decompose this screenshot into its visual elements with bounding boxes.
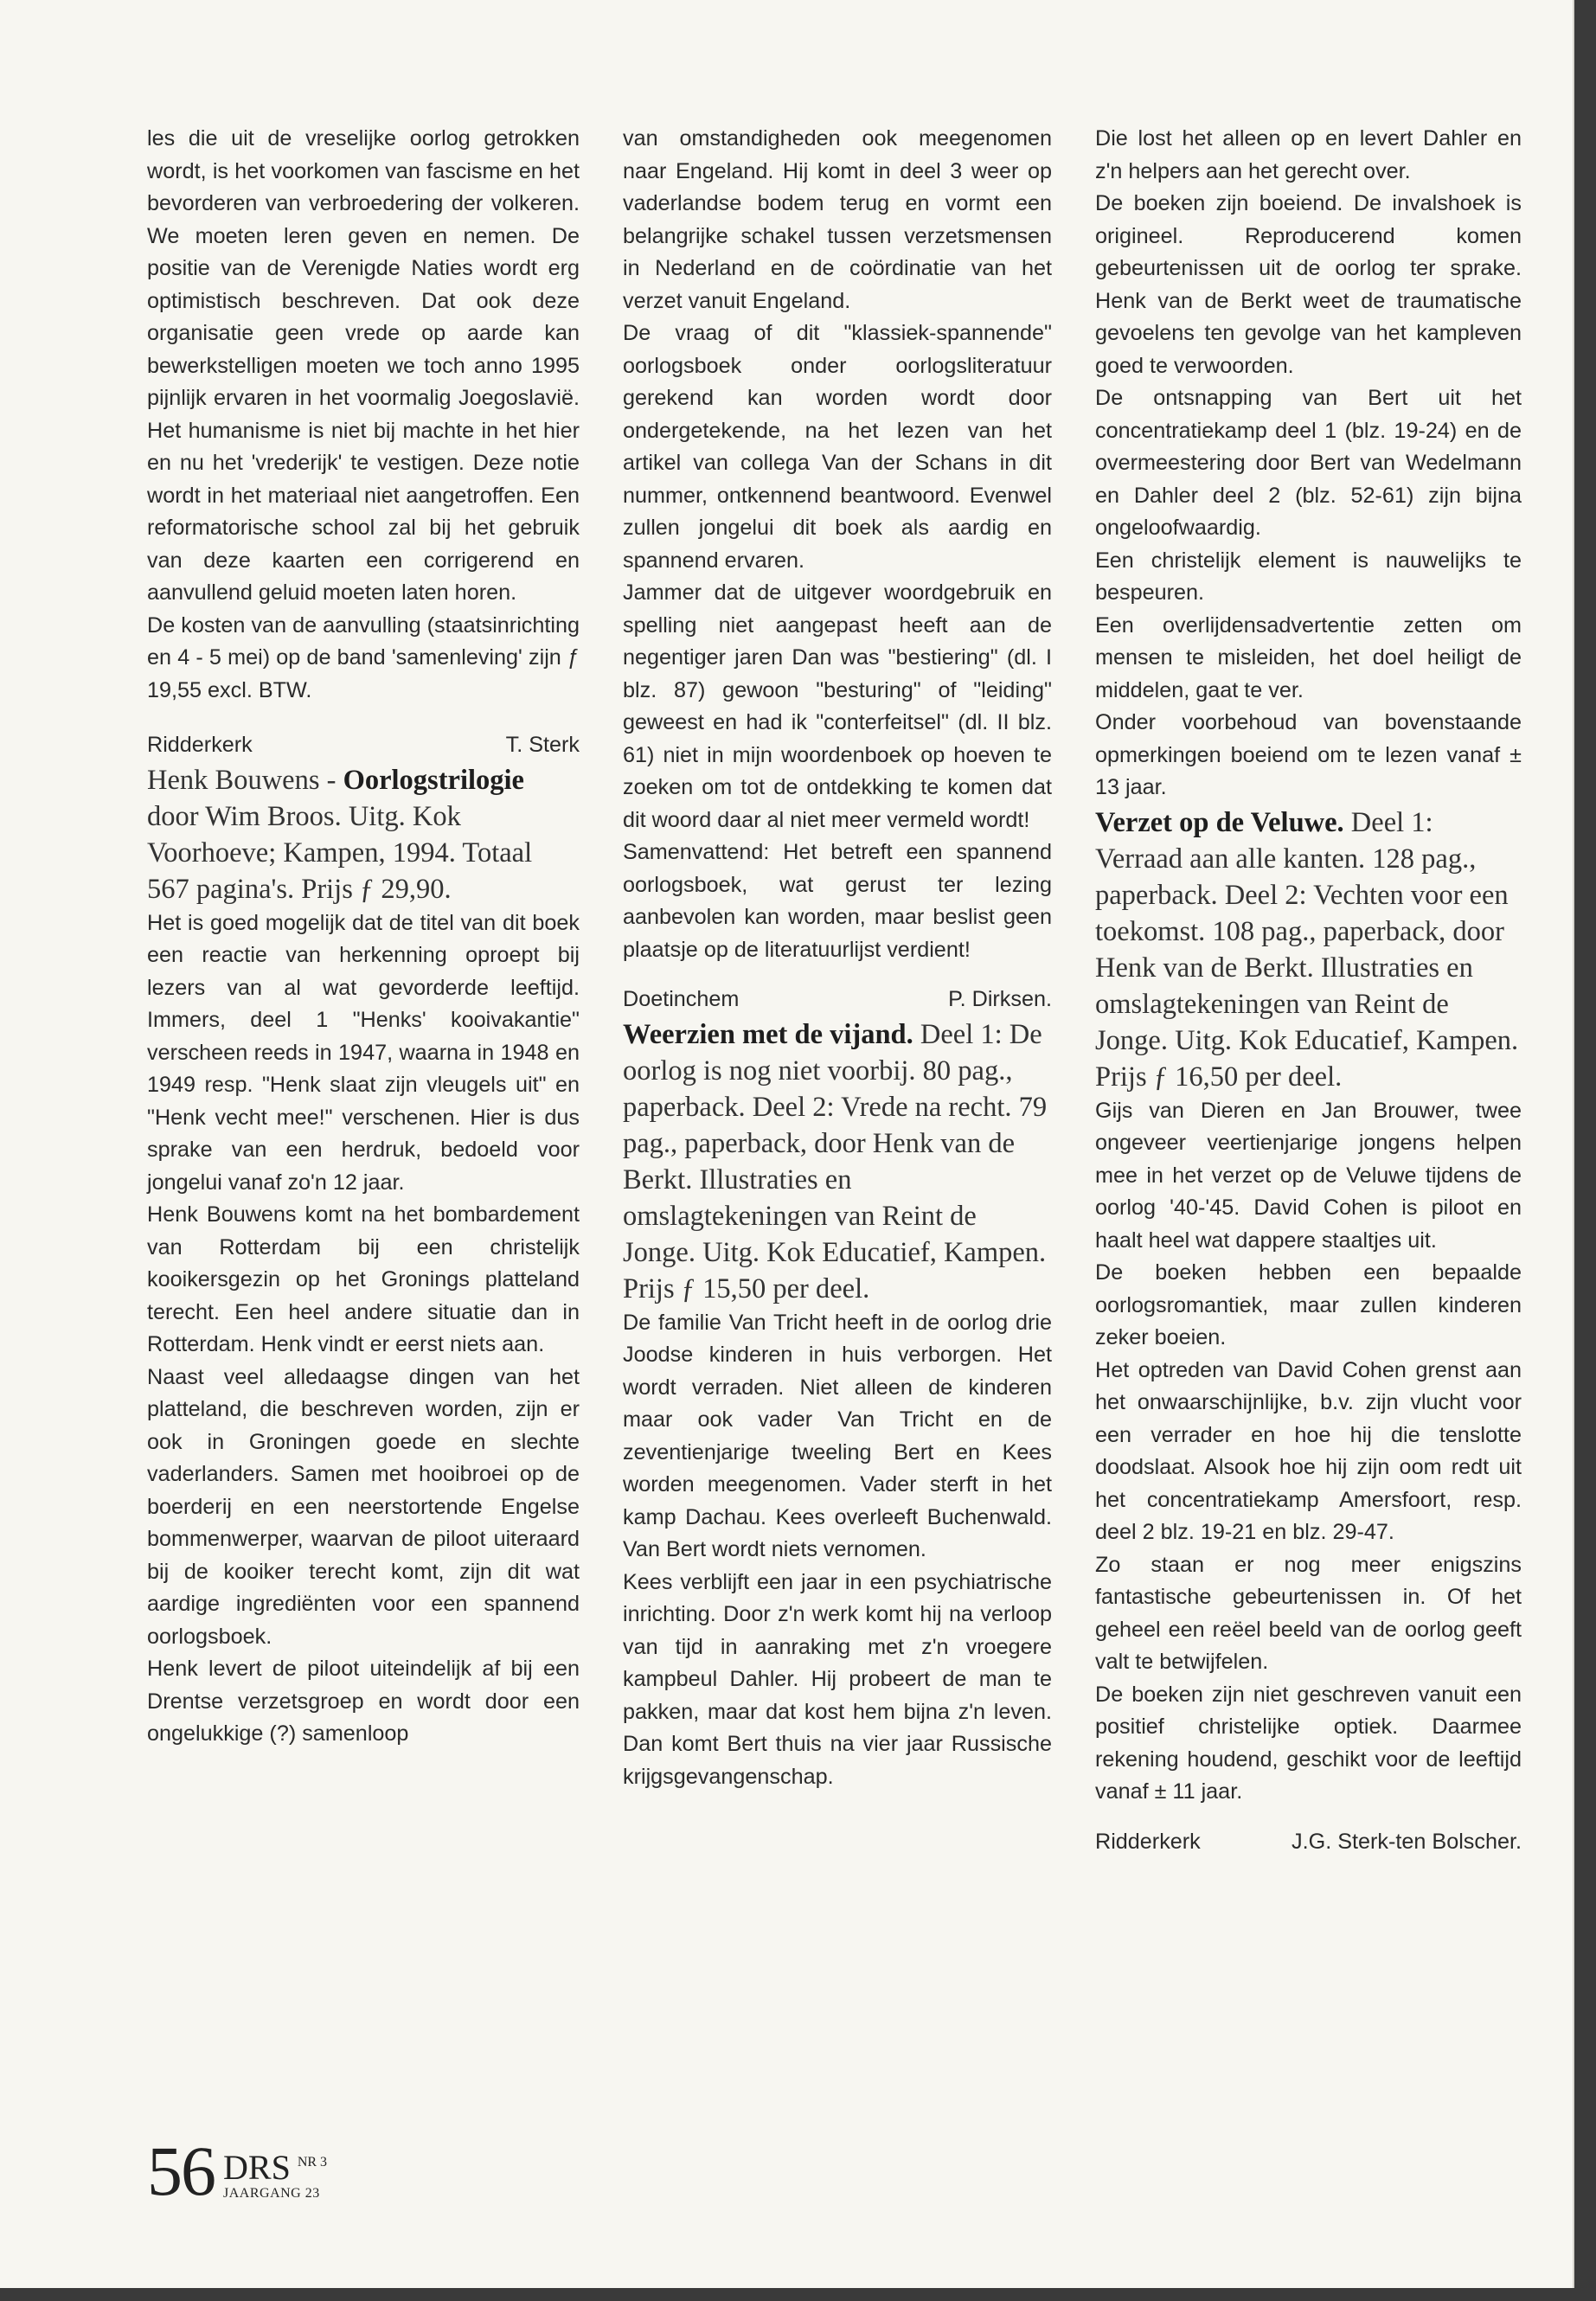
paragraph: De kosten van de aanvulling (staatsinrichting en 4 - 5 mei) op de band 'samenleving' zijn ƒ 19,55 excl. BTW.: [147, 612, 580, 702]
column-3: [1095, 123, 1522, 1858]
paragraph: Het optreden van David Cohen grenst aan het onwaarschijnlijke, b.v. zijn vlucht voor een verrader en hoe hij die tenslotte doodslaat. Alsook hoe hij zijn oom redt uit het concentratiekamp Amersfoort, resp. deel 2 blz. 19-21 en blz. 29-47.: [1095, 1357, 1522, 1544]
issue-number: NR 3: [297, 2155, 328, 2170]
review-author: Henk Bouwens -: [147, 764, 343, 796]
paragraph: Die lost het alleen op en levert Dahler en z'n helpers aan het gerecht over.: [1095, 126, 1522, 183]
volume-label: JAARGANG 23: [223, 2186, 320, 2201]
paragraph: Onder voorbehoud van bovenstaande opmerkingen boeiend om te lezen vanaf ± 13 jaar.: [1095, 710, 1522, 799]
reviewer-signature: [1095, 1826, 1522, 1859]
paragraph: Een overlijdensadvertentie zetten om mensen te misleiden, het doel heiligt de middelen, gaat te ver.: [1095, 612, 1522, 702]
page-footer: [147, 2131, 328, 2210]
reviewer-place: Ridderkerk: [1095, 1829, 1201, 1854]
paragraph: Zo staan er nog meer enigszins fantastische gebeurtenissen in. Of het geheel een reëel beeld van de oorlog geeft valt te betwijfelen.: [1095, 1552, 1522, 1674]
paragraph: Een christelijk element is nauwelijks te bespeuren.: [1095, 548, 1522, 605]
paragraph: Henk levert de piloot uiteindelijk af bij een Drentse verzetsgroep en wordt door een ongelukkige (?) samenloop: [147, 1657, 580, 1746]
magazine-name: DRS: [223, 2148, 291, 2187]
column-1: [147, 123, 580, 1751]
review-heading: [1095, 804, 1522, 1095]
reviewer-signature: [623, 984, 1052, 1016]
reviewer-place: Ridderkerk: [147, 733, 253, 757]
paragraph: De boeken hebben een bepaalde oorlogsromantiek, maar zullen kinderen zeker boeien.: [1095, 1260, 1522, 1349]
paragraph: Jammer dat de uitgever woordgebruik en spelling niet aangepast heeft aan de negentiger jaren Dan was "bestiering" (dl. I blz. 87) gewoon "besturing" of "leiding" geweest en had ik "conterfeitsel" (dl. II blz. 61) niet in mijn woordenboek op hoeven te zoeken om tot de ontdekking te komen dat dit woord daar al niet meer vermeld wordt!: [623, 580, 1052, 832]
paragraph: Kees verblijft een jaar in een psychiatrische inrichting. Door z'n werk komt hij na verloop van tijd in aanraking met z'n vroegere kampbeul Dahler. Hij probeert de man te pakken, maar dat kost hem bijna z'n leven. Dan komt Bert thuis na vier jaar Russische krijgsgevangenschap.: [623, 1569, 1052, 1789]
reviewer-signature: [147, 729, 580, 762]
paragraph: Samenvattend: Het betreft een spannend oorlogsboek, wat gerust ter lezing aanbevolen kan worden, maar beslist geen plaatsje op de literatuurlijst verdient!: [623, 840, 1052, 962]
review-heading: [623, 1016, 1052, 1307]
reviewer-name: T. Sterk: [505, 733, 580, 757]
paragraph: Gijs van Dieren en Jan Brouwer, twee ongeveer veertienjarige jongens helpen mee in het verzet op de Veluwe tijdens de oorlog '40-'45. David Cohen is piloot en haalt heel wat dappere staaltjes uit.: [1095, 1098, 1522, 1253]
paragraph: Henk Bouwens komt na het bombardement van Rotterdam bij een christelijk kooikersgezin op het Gronings platteland terecht. Een heel andere situatie dan in Rotterdam. Henk vindt er eerst niets aan.: [147, 1202, 580, 1356]
paragraph: De ontsnapping van Bert uit het concentratiekamp deel 1 (blz. 19-24) en de overmeestering door Bert van Wedelmann en Dahler deel 2 (blz. 52-61) zijn bijna ongeloofwaardig.: [1095, 386, 1522, 540]
review-details: Deel 1: Verraad aan alle kanten. 128 pag., paperback. Deel 2: Vechten voor een toekomst. 108 pag., paperback, door Henk van de Berkt. Illustraties en omslagtekeningen van Reint de Jonge. Uitg. Kok Educatief, Kampen. Prijs ƒ 16,50 per deel.: [1095, 806, 1519, 1093]
paragraph: Naast veel alledaagse dingen van het platteland, die beschreven worden, zijn er ook in Groningen goede en slechte vaderlanders. Samen met hooibroei op de boerderij en een neerstortende Engelse bommenwerper, waarvan de piloot uiteraard bij de kooiker terecht komt, zijn dit wat aardige ingrediënten voor een spannend oorlogsboek.: [147, 1364, 580, 1649]
review-title: Verzet op de Veluwe.: [1095, 806, 1344, 838]
paragraph: De vraag of dit "klassiek-spannende" oorlogsboek onder oorlogsliteratuur gerekend kan worden wordt door ondergetekende, na het lezen van het artikel van collega Van der Schans in dit nummer, ontkennend beantwoord. Evenwel zullen jongelui dit boek als aardig en spannend ervaren.: [623, 321, 1052, 573]
paragraph: Het is goed mogelijk dat de titel van dit boek een reactie van herkenning oproept bij lezers van al wat gevorderde leeftijd. Immers, deel 1 "Henks' kooivakantie" verscheen reeds in 1947, waarna in 1948 en 1949 resp. "Henk slaat zijn vleugels uit" en "Henk vecht mee!" verschenen. Hier is dus sprake van een herdruk, bedoeld voor jongelui vanaf zo'n 12 jaar.: [147, 910, 580, 1195]
column-2: [623, 123, 1052, 1793]
review-title: Oorlogstrilogie: [343, 764, 524, 796]
review-details: Deel 1: De oorlog is nog niet voorbij. 80 pag., paperback. Deel 2: Vrede na recht. 79 pag., paperback, door Henk van de Berkt. Illustraties en omslagtekeningen van Reint de Jonge. Uitg. Kok Educatief, Kampen. Prijs ƒ 15,50 per deel.: [623, 1018, 1048, 1304]
magazine-masthead: [223, 2148, 328, 2202]
paragraph: les die uit de vreselijke oorlog getrokken wordt, is het voorkomen van fascisme en het bevorderen van verbroedering der volkeren. We moeten leren geven en nemen. De positie van de Verenigde Naties wordt erg optimistisch beschreven. Dat ook deze organisatie geen vrede op aarde kan bewerkstelligen moeten we toch anno 1995 pijnlijk ervaren in het voormalig Joegoslavië. Het humanisme is niet bij machte in het hier en nu het 'vrederijk' te vestigen. Deze notie wordt in het materiaal niet aangetroffen. Een reformatorische school zal bij het gebruik van deze kaarten een corrigerend en aanvullend geluid moeten laten horen.: [147, 126, 580, 605]
paragraph: De boeken zijn niet geschreven vanuit een positief christelijke optiek. Daarmee rekening houdend, geschikt voor de leeftijd vanaf ± 11 jaar.: [1095, 1682, 1522, 1804]
reviewer-place: Doetinchem: [623, 987, 740, 1011]
page-number: 56: [147, 2131, 215, 2210]
review-title: Weerzien met de vijand.: [623, 1018, 913, 1050]
paragraph: van omstandigheden ook meegenomen naar Engeland. Hij komt in deel 3 weer op vaderlandse bodem terug en vormt een belangrijke schakel tussen verzetsmensen in Nederland en de coördinatie van het verzet vanuit Engeland.: [623, 126, 1052, 313]
review-heading: [147, 762, 580, 907]
review-details: door Wim Broos. Uitg. Kok Voorhoeve; Kampen, 1994. Totaal 567 pagina's. Prijs ƒ 29,90.: [147, 800, 533, 905]
reviewer-name: P. Dirksen.: [948, 987, 1052, 1011]
paragraph: De boeken zijn boeiend. De invalshoek is origineel. Reproducerend komen gebeurtenissen uit de oorlog ter sprake. Henk van de Berkt weet de traumatische gevoelens ten gevolge van het kampleven goed te verwoorden.: [1095, 191, 1522, 378]
reviewer-name: J.G. Sterk-ten Bolscher.: [1292, 1829, 1522, 1854]
paragraph: De familie Van Tricht heeft in de oorlog drie Joodse kinderen in huis verborgen. Het wordt verraden. Niet alleen de kinderen maar ook vader Van Tricht en de zeventienjarige tweeling Bert en Kees worden meegenomen. Vader sterft in het kamp Dachau. Kees overleeft Buchenwald. Van Bert wordt niets vernomen.: [623, 1310, 1052, 1561]
